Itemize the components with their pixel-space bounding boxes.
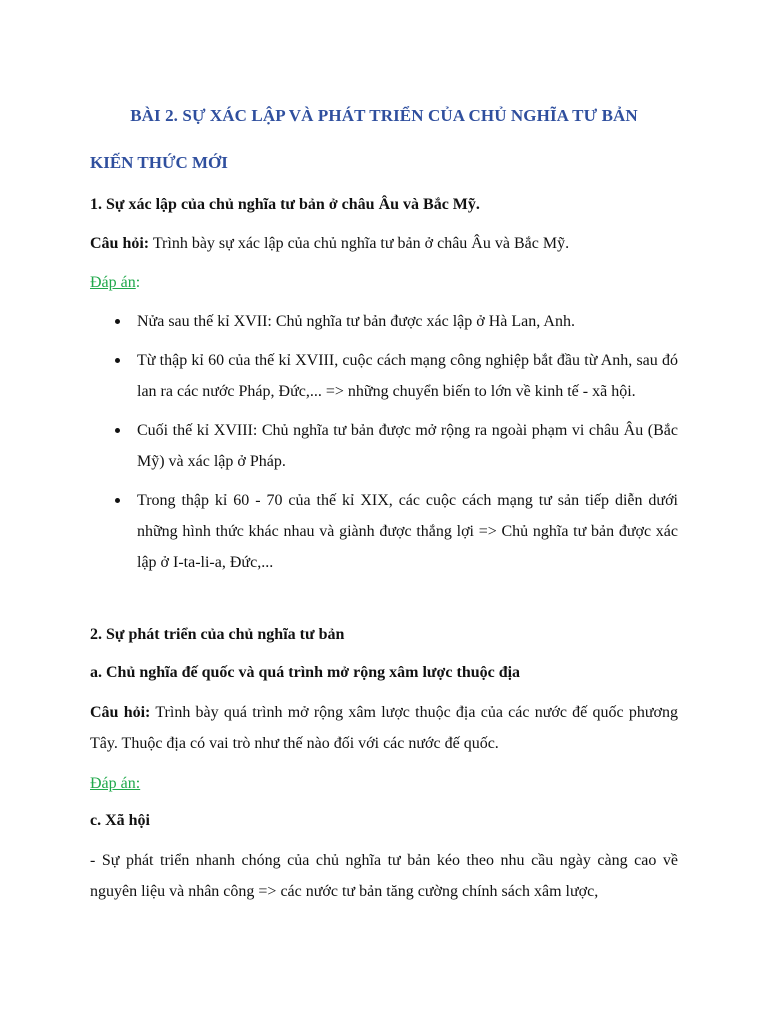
part1-answer-label <box>90 267 678 298</box>
list-item <box>90 345 678 407</box>
part2-paragraph: - Sự phát triển nhanh chóng của chủ nghĩa tư bản kéo theo nhu cầu ngày càng cao về nguyên liệu và nhân công => các nước tư bản tăng cường chính sách xâm lược, <box>90 852 678 900</box>
part2-subheading-a: a. Chủ nghĩa đế quốc và quá trình mở rộng xâm lược thuộc địa <box>90 664 521 681</box>
bullet-icon <box>115 498 120 503</box>
list-item-text: Nửa sau thế kỉ XVII: Chủ nghĩa tư bản được xác lập ở Hà Lan, Anh. <box>137 313 575 330</box>
document-title: BÀI 2. SỰ XÁC LẬP VÀ PHÁT TRIỂN CỦA CHỦ NGHĨA TƯ BẢN <box>130 106 638 125</box>
question-text: Trình bày sự xác lập của chủ nghĩa tư bản ở châu Âu và Bắc Mỹ. <box>149 235 570 252</box>
part2-answer-label <box>90 768 678 799</box>
section-heading-new-knowledge: KIẾN THỨC MỚI <box>90 153 228 172</box>
question-text: Trình bày quá trình mở rộng xâm lược thuộc địa của các nước đế quốc phương Tây. Thuộc địa có vai trò như thế nào đối với các nước đế quốc. <box>90 704 679 752</box>
part2-subheading-c: c. Xã hội <box>90 812 150 829</box>
list-item-text: Cuối thế kỉ XVIII: Chủ nghĩa tư bản được mở rộng ra ngoài phạm vi châu Âu (Bắc Mỹ) và xác lập ở Pháp. <box>137 422 678 470</box>
part2-question <box>90 697 678 759</box>
list-item-text: Từ thập kỉ 60 của thế kỉ XVIII, cuộc cách mạng công nghiệp bắt đầu từ Anh, sau đó lan ra các nước Pháp, Đức,... => những chuyển biến to lớn về kinh tế - xã hội. <box>137 352 678 400</box>
part1-bullet-list <box>90 306 678 586</box>
answer-colon: : <box>135 274 141 291</box>
list-item <box>90 485 678 578</box>
list-item-text: Trong thập kỉ 60 - 70 của thế kỉ XIX, các cuộc cách mạng tư sản tiếp diễn dưới những hình thức khác nhau và giành được thắng lợi => Chủ nghĩa tư bản được xác lập ở I-ta-li-a, Đức,... <box>137 492 678 571</box>
part1-question <box>90 228 678 259</box>
part1-heading: 1. Sự xác lập của chủ nghĩa tư bản ở châu Âu và Bắc Mỹ. <box>90 196 480 213</box>
bullet-icon <box>115 319 120 324</box>
answer-label: Đáp án <box>90 274 136 291</box>
question-label: Câu hỏi: <box>90 235 150 252</box>
part2-heading: 2. Sự phát triển của chủ nghĩa tư bản <box>90 626 345 643</box>
bullet-icon <box>115 358 120 363</box>
list-item <box>90 306 678 337</box>
answer-label: Đáp án: <box>90 775 141 792</box>
bullet-icon <box>115 428 120 433</box>
question-label: Câu hỏi: <box>90 704 151 721</box>
list-item <box>90 415 678 477</box>
